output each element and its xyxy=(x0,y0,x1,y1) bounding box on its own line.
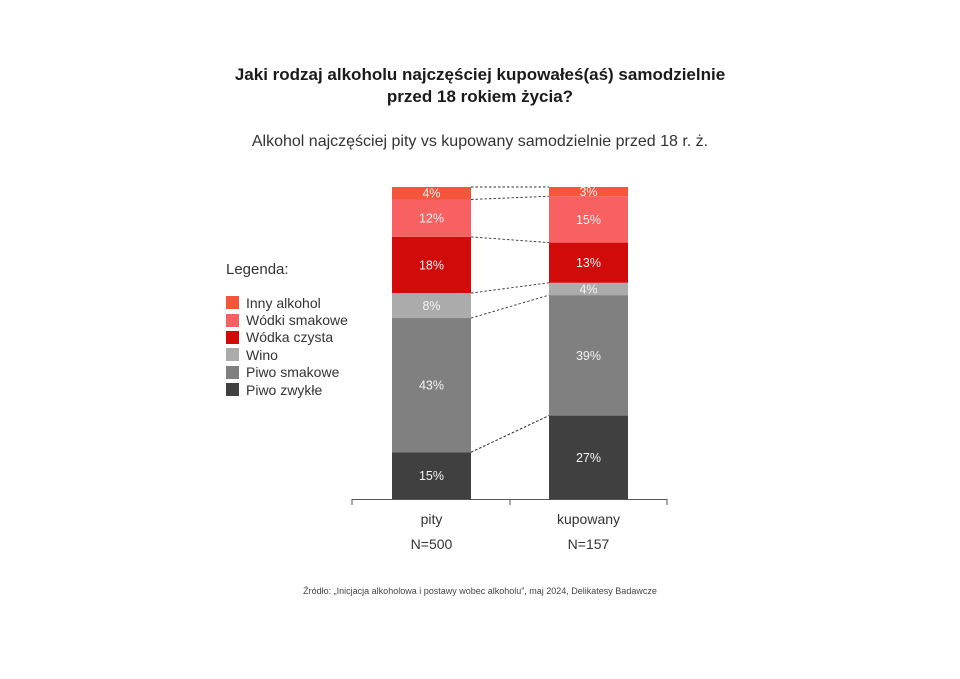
category-label-pity: pity xyxy=(420,511,443,527)
sample-size-label-pity: N=500 xyxy=(410,536,453,552)
legend-label-w-dki-smakowe: Wódki smakowe xyxy=(246,312,348,329)
data-label-0-w-dki-smakowe: 12% xyxy=(418,211,445,226)
legend-label-w-dka-czysta: Wódka czysta xyxy=(246,329,334,346)
chart-subtitle: Alkohol najczęściej pity vs kupowany samodzielnie przed 18 r. ż. xyxy=(251,133,709,150)
legend-label-inny-alkohol: Inny alkohol xyxy=(246,294,321,311)
legend-label-wino: Wino xyxy=(246,346,278,363)
chart-title-line-1: Jaki rodzaj alkoholu najczęściej kupowałeś(aś) samodzielnie xyxy=(234,65,726,84)
sample-size-label-kupowany: N=157 xyxy=(567,536,610,552)
category-label-kupowany: kupowany xyxy=(556,511,621,527)
legend-label-piwo-zwyk-e: Piwo zwykłe xyxy=(246,381,323,398)
data-label-1-piwo-smakowe: 39% xyxy=(575,348,602,363)
connector-line-2 xyxy=(471,283,549,293)
legend-label-piwo-smakowe: Piwo smakowe xyxy=(246,364,340,381)
data-label-1-piwo-zwyk-e: 27% xyxy=(575,450,602,465)
data-label-0-w-dka-czysta: 18% xyxy=(418,258,445,273)
connector-line-base xyxy=(471,416,549,453)
connector-line-3 xyxy=(471,237,549,243)
connector-line-4 xyxy=(471,196,549,199)
data-label-1-wino: 4% xyxy=(579,282,598,297)
data-label-0-piwo-zwyk-e: 15% xyxy=(418,469,445,484)
data-label-1-w-dka-czysta: 13% xyxy=(575,256,602,271)
source-note: Źródło: „Inicjacja alkoholowa i postawy wobec alkoholu”, maj 2024, Delikatesy Badawcze xyxy=(303,586,657,596)
data-label-1-inny-alkohol: 3% xyxy=(579,185,598,200)
chart-title-line-2: przed 18 rokiem życia? xyxy=(386,87,574,106)
data-label-0-inny-alkohol: 4% xyxy=(422,186,441,201)
data-label-0-wino: 8% xyxy=(422,299,441,314)
connector-line-1 xyxy=(471,295,549,318)
data-label-0-piwo-smakowe: 43% xyxy=(418,378,445,393)
data-label-1-w-dki-smakowe: 15% xyxy=(575,212,602,227)
legend-title: Legenda: xyxy=(226,261,289,278)
